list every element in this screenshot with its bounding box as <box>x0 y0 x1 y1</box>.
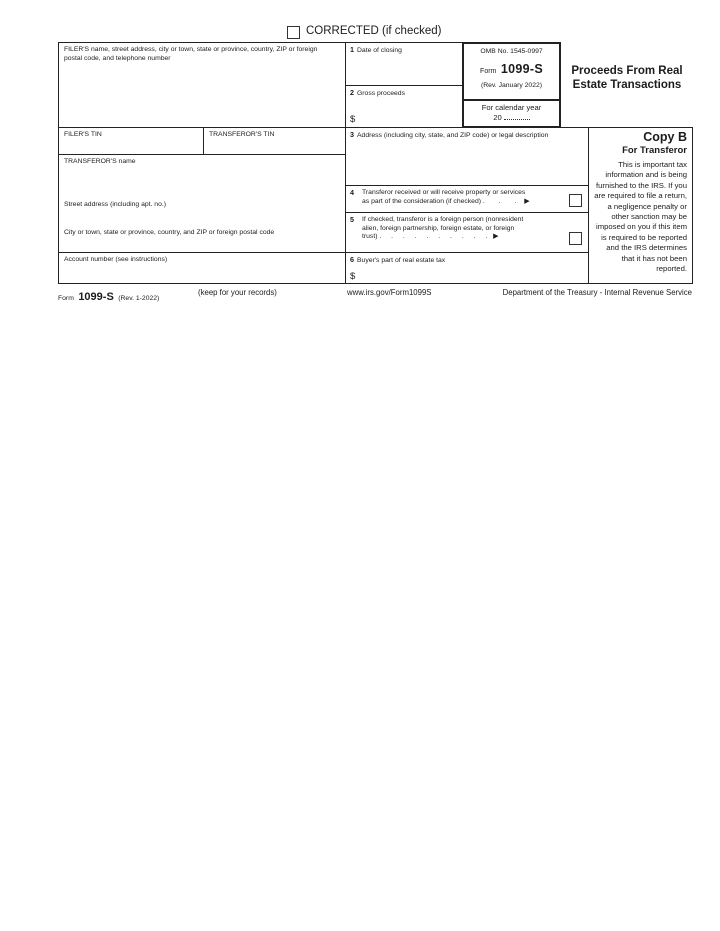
corrected-label: CORRECTED (if checked) <box>306 25 442 37</box>
for-transferor-label: For Transferor <box>622 145 687 156</box>
box3-number: 3 <box>350 130 354 139</box>
box6-label: Buyer's part of real estate tax <box>357 257 446 264</box>
box4-label-line2: as part of the consideration (if checked) <box>362 197 482 205</box>
omb-form-box <box>462 42 561 101</box>
filer-info-field[interactable] <box>58 42 346 128</box>
account-number-label: Account number (see instructions) <box>64 256 168 263</box>
box3-address-field[interactable] <box>345 127 589 186</box>
box5-foreign-person <box>345 212 589 253</box>
box2-gross-proceeds-field[interactable] <box>345 85 464 128</box>
footer-form-word: Form <box>58 295 74 302</box>
transferor-name-field[interactable] <box>59 155 345 198</box>
footer-form-number: 1099-S <box>78 291 114 303</box>
box2-label: Gross proceeds <box>357 90 405 97</box>
form-number: 1099-S <box>500 62 543 76</box>
transferor-tin-label: TRANSFEROR'S TIN <box>209 131 275 138</box>
form-title <box>560 64 694 92</box>
transferor-name-label: TRANSFEROR'S name <box>64 158 136 165</box>
box6-buyers-tax-field[interactable] <box>345 252 589 284</box>
calendar-year-label: For calendar year <box>481 103 542 112</box>
form-title-line1: Proceeds From Real <box>571 65 683 77</box>
box5-checkbox[interactable] <box>569 232 582 245</box>
box4-number: 4 <box>350 188 354 197</box>
filer-info-label: FILER'S name, street address, city or town, state or province, country, ZIP or foreign postal code, and telephone number <box>64 46 318 62</box>
year-blank-line <box>504 112 530 120</box>
copy-b-panel <box>588 127 693 284</box>
transferor-address-block <box>58 154 346 253</box>
box4-checkbox[interactable] <box>569 194 582 207</box>
box6-number: 6 <box>350 255 354 264</box>
corrected-checkbox[interactable] <box>287 26 300 39</box>
box5-dot-leader: . . . . . . . . . . <box>379 233 492 241</box>
box2-dollar-sign: $ <box>350 114 356 125</box>
irs-url-link[interactable]: www.irs.gov/Form1099S <box>347 288 432 297</box>
box1-date-of-closing-field[interactable] <box>345 42 464 86</box>
form-title-line2: Estate Transactions <box>572 79 682 91</box>
tax-notice-text: This is important tax information and is being furnished to the IRS. If you are required to file a return, a negligence penalty or other sanction may be imposed on you if this item is required to be reported and the IRS determines that it has not been reported. <box>594 160 687 274</box>
street-address-field[interactable] <box>59 198 345 226</box>
copy-b-label: Copy B <box>643 130 687 144</box>
box1-label: Date of closing <box>357 47 402 54</box>
keep-for-records-note: (keep for your records) <box>198 288 277 297</box>
omb-number: OMB No. 1545-0997 <box>480 48 543 55</box>
city-state-zip-label: City or town, state or province, country, and ZIP or foreign postal code <box>64 229 275 236</box>
box4-dot-leader: . . . <box>482 197 523 205</box>
calendar-year-box <box>462 99 561 128</box>
box6-dollar-sign: $ <box>350 271 356 282</box>
box5-label-line1: If checked, transferor is a foreign person (nonresident <box>362 216 524 223</box>
box5-number: 5 <box>350 215 354 224</box>
treasury-agency-label: Department of the Treasury - Internal Revenue Service <box>502 288 692 297</box>
footer-revision: (Rev. 1-2022) <box>118 295 160 302</box>
box1-number: 1 <box>350 45 354 54</box>
year-prefix: 20 <box>493 113 502 122</box>
box2-number: 2 <box>350 88 354 97</box>
form-revision: (Rev. January 2022) <box>480 82 543 89</box>
filer-tin-field[interactable] <box>58 127 204 155</box>
box5-label-line2: alien, foreign partnership, foreign estate, or foreign <box>362 224 515 232</box>
box4-arrow-icon: ▶ <box>524 197 530 205</box>
form-word: Form <box>480 68 497 75</box>
transferor-tin-field[interactable] <box>203 127 346 155</box>
box4-label-line1: Transferor received or will receive property or services <box>362 189 526 196</box>
box4-property-services <box>345 185 589 213</box>
filer-tin-label: FILER'S TIN <box>64 131 102 138</box>
city-state-zip-field[interactable] <box>59 226 345 253</box>
account-number-field[interactable] <box>58 252 346 284</box>
box5-arrow-icon: ▶ <box>493 233 499 241</box>
calendar-year-field[interactable] <box>464 112 559 122</box>
box5-label-line3: trust) <box>362 233 378 241</box>
box3-label: Address (including city, state, and ZIP code) or legal description <box>357 132 549 139</box>
street-address-label: Street address (including apt. no.) <box>64 201 167 208</box>
